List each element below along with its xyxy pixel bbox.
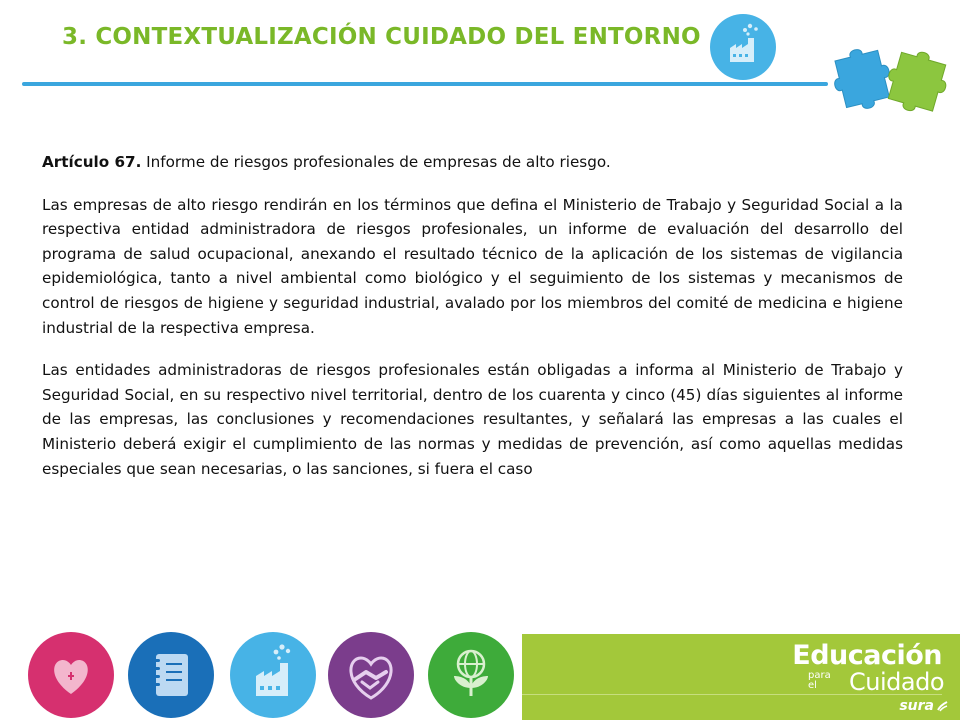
brand-para: para: [808, 670, 831, 681]
globe-plant-icon: [428, 632, 514, 718]
article-number: Artículo 67.: [42, 153, 142, 171]
heart-icon: [28, 632, 114, 718]
factory-icon: [230, 632, 316, 718]
article-content: [42, 150, 903, 499]
brand-banner: [522, 634, 960, 720]
puzzle-icon: [826, 40, 960, 120]
article-heading: [42, 150, 903, 175]
article-paragraph-1: Las empresas de alto riesgo rendirán en los términos que defina el Ministerio de Trabajo y Seguridad Social a la respectiva entidad administradora de riesgos profesionales, un informe de evaluación del desarrollo del programa de salud ocupacional, anexando el resultado técnico de la aplicación de los sistemas de vigilancia epidemiológica, tanto a nivel ambiental como biológico y el seguimiento de los sistemas y mecanismos de control de riesgos de higiene y seguridad industrial, avalado por los miembros del comité de medicina e higiene industrial de la respectiva empresa.: [42, 195, 903, 337]
factory-icon: [710, 14, 776, 80]
brand-subtitle: Cuidado: [849, 668, 944, 696]
sura-logo-icon: [936, 700, 948, 712]
header-divider: [22, 82, 828, 86]
article-heading-text: Informe de riesgos profesionales de empresas de alto riesgo.: [141, 153, 611, 171]
notebook-icon: [128, 632, 214, 718]
article-paragraph-2: Las entidades administradoras de riesgos profesionales están obligadas a informa al Ministerio de Trabajo y Seguridad Social, en su respectivo nivel territorial, dentro de los cuarenta y cinco (45) días siguientes al informe de las empresas, las conclusiones y recomendaciones resultantes, y señalará las empresas a las cuales el Ministerio deberá exigir el cumplimiento de las normas y medidas de prevención, así como aquellas medidas especiales que sean necesarias, o las sanciones, si fuera el caso: [42, 361, 903, 478]
page-title: 3. CONTEXTUALIZACIÓN CUIDADO DEL ENTORNO: [62, 24, 701, 50]
handshake-icon: [328, 632, 414, 718]
brand-title: Educación: [792, 640, 942, 671]
company-logo: sura: [899, 698, 934, 714]
brand-el: el: [808, 680, 817, 691]
brand-para-el: [808, 671, 831, 691]
